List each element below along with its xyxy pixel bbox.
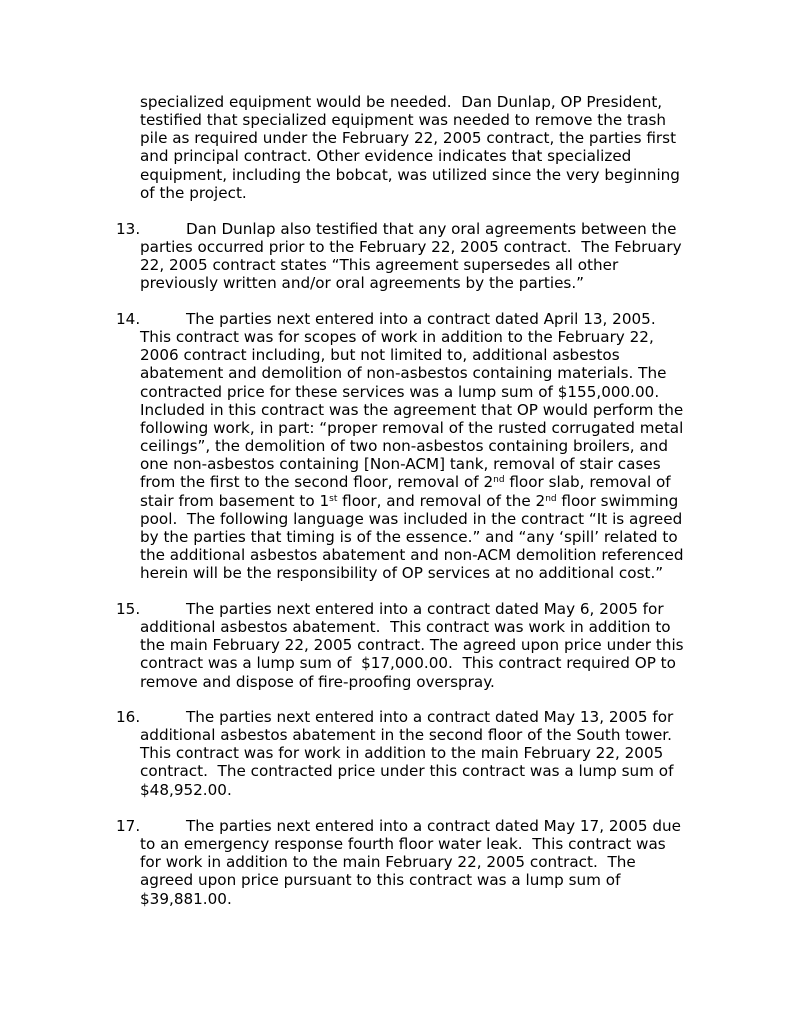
paragraph-first-line xyxy=(116,600,706,618)
paragraph-line: testified that specialized equipment was needed to remove the trash xyxy=(140,111,667,130)
paragraph-line: specialized equipment would be needed. Dan Dunlap, OP President, xyxy=(140,93,663,111)
paragraph-line: additional asbestos abatement. This contract was work in addition to xyxy=(140,618,671,637)
paragraph-line: additional asbestos abatement in the second floor of the South tower. xyxy=(140,726,672,745)
paragraph-13 xyxy=(116,220,706,293)
paragraph-line: $39,881.00. xyxy=(140,889,232,908)
paragraph-14 xyxy=(116,310,706,582)
paragraph-line: by the parties that timing is of the essence.” and “any ‘spill’ related to xyxy=(140,527,678,546)
paragraph-number: 17. xyxy=(116,817,141,835)
paragraph-first-line xyxy=(116,708,706,726)
paragraph-line: This contract was for scopes of work in addition to the February 22, xyxy=(140,328,654,347)
paragraph-line: of the project. xyxy=(140,183,247,202)
paragraph-line: to an emergency response fourth floor water leak. This contract was xyxy=(140,835,666,854)
paragraph-first-line xyxy=(116,310,706,328)
paragraph-first-line xyxy=(116,817,706,835)
paragraph-17 xyxy=(116,817,706,908)
paragraph-number: 13. xyxy=(116,220,141,238)
paragraph-line: Dan Dunlap also testified that any oral agreements between the xyxy=(186,220,677,238)
paragraph-15 xyxy=(116,600,706,691)
paragraph-line: Included in this contract was the agreement that OP would perform the xyxy=(140,400,684,419)
paragraph-line: 2006 contract including, but not limited to, additional asbestos xyxy=(140,346,620,365)
paragraph-line: herein will be the responsibility of OP services at no additional cost.” xyxy=(140,564,664,583)
paragraph-line: pool. The following language was included in the contract “It is agreed xyxy=(140,509,683,528)
paragraph-line: abatement and demolition of non-asbestos containing materials. The xyxy=(140,364,667,383)
paragraph-continuation xyxy=(116,93,706,202)
paragraph-line: and principal contract. Other evidence indicates that specialized xyxy=(140,147,632,166)
paragraph-line: from the first to the second floor, removal of 2nd floor slab, removal of xyxy=(140,473,671,492)
paragraph-line: agreed upon price pursuant to this contract was a lump sum of xyxy=(140,871,621,890)
paragraph-line: $48,952.00. xyxy=(140,780,232,799)
paragraph-line: for work in addition to the main February 22, 2005 contract. The xyxy=(140,853,636,872)
paragraph-line: contracted price for these services was a lump sum of $155,000.00. xyxy=(140,382,660,401)
paragraph-16 xyxy=(116,708,706,799)
paragraph-line: previously written and/or oral agreements by the parties.” xyxy=(140,274,585,293)
paragraph-line: contract was a lump sum of $17,000.00. This contract required OP to xyxy=(140,654,676,673)
paragraph-number: 16. xyxy=(116,708,141,726)
paragraph-line: stair from basement to 1st floor, and removal of the 2nd floor swimming xyxy=(140,491,679,510)
paragraph-line: one non-asbestos containing [Non-ACM] tank, removal of stair cases xyxy=(140,455,661,474)
paragraph-line: The parties next entered into a contract dated May 17, 2005 due xyxy=(186,817,681,835)
paragraph-line: equipment, including the bobcat, was utilized since the very beginning xyxy=(140,165,680,184)
paragraph-line: the additional asbestos abatement and non-ACM demolition referenced xyxy=(140,546,684,565)
paragraph-line: 22, 2005 contract states “This agreement supersedes all other xyxy=(140,256,619,275)
paragraph-line: The parties next entered into a contract dated April 13, 2005. xyxy=(186,310,656,328)
paragraph-number: 14. xyxy=(116,310,141,328)
paragraph-line: The parties next entered into a contract dated May 6, 2005 for xyxy=(186,600,664,618)
paragraph-number: 15. xyxy=(116,600,141,618)
paragraph-line: contract. The contracted price under this contract was a lump sum of xyxy=(140,762,674,781)
paragraph-line: following work, in part: “proper removal of the rusted corrugated metal xyxy=(140,418,684,437)
paragraph-line: remove and dispose of fire-proofing overspray. xyxy=(140,672,495,691)
paragraph-line: This contract was for work in addition to the main February 22, 2005 xyxy=(140,744,664,763)
paragraph-line: ceilings”, the demolition of two non-asbestos containing broilers, and xyxy=(140,437,669,456)
paragraph-first-line xyxy=(116,220,706,238)
paragraph-line: The parties next entered into a contract dated May 13, 2005 for xyxy=(186,708,674,726)
paragraph-line: parties occurred prior to the February 22, 2005 contract. The February xyxy=(140,238,682,257)
paragraph-line: pile as required under the February 22, 2005 contract, the parties first xyxy=(140,129,677,148)
paragraph-line: the main February 22, 2005 contract. The agreed upon price under this xyxy=(140,636,684,655)
